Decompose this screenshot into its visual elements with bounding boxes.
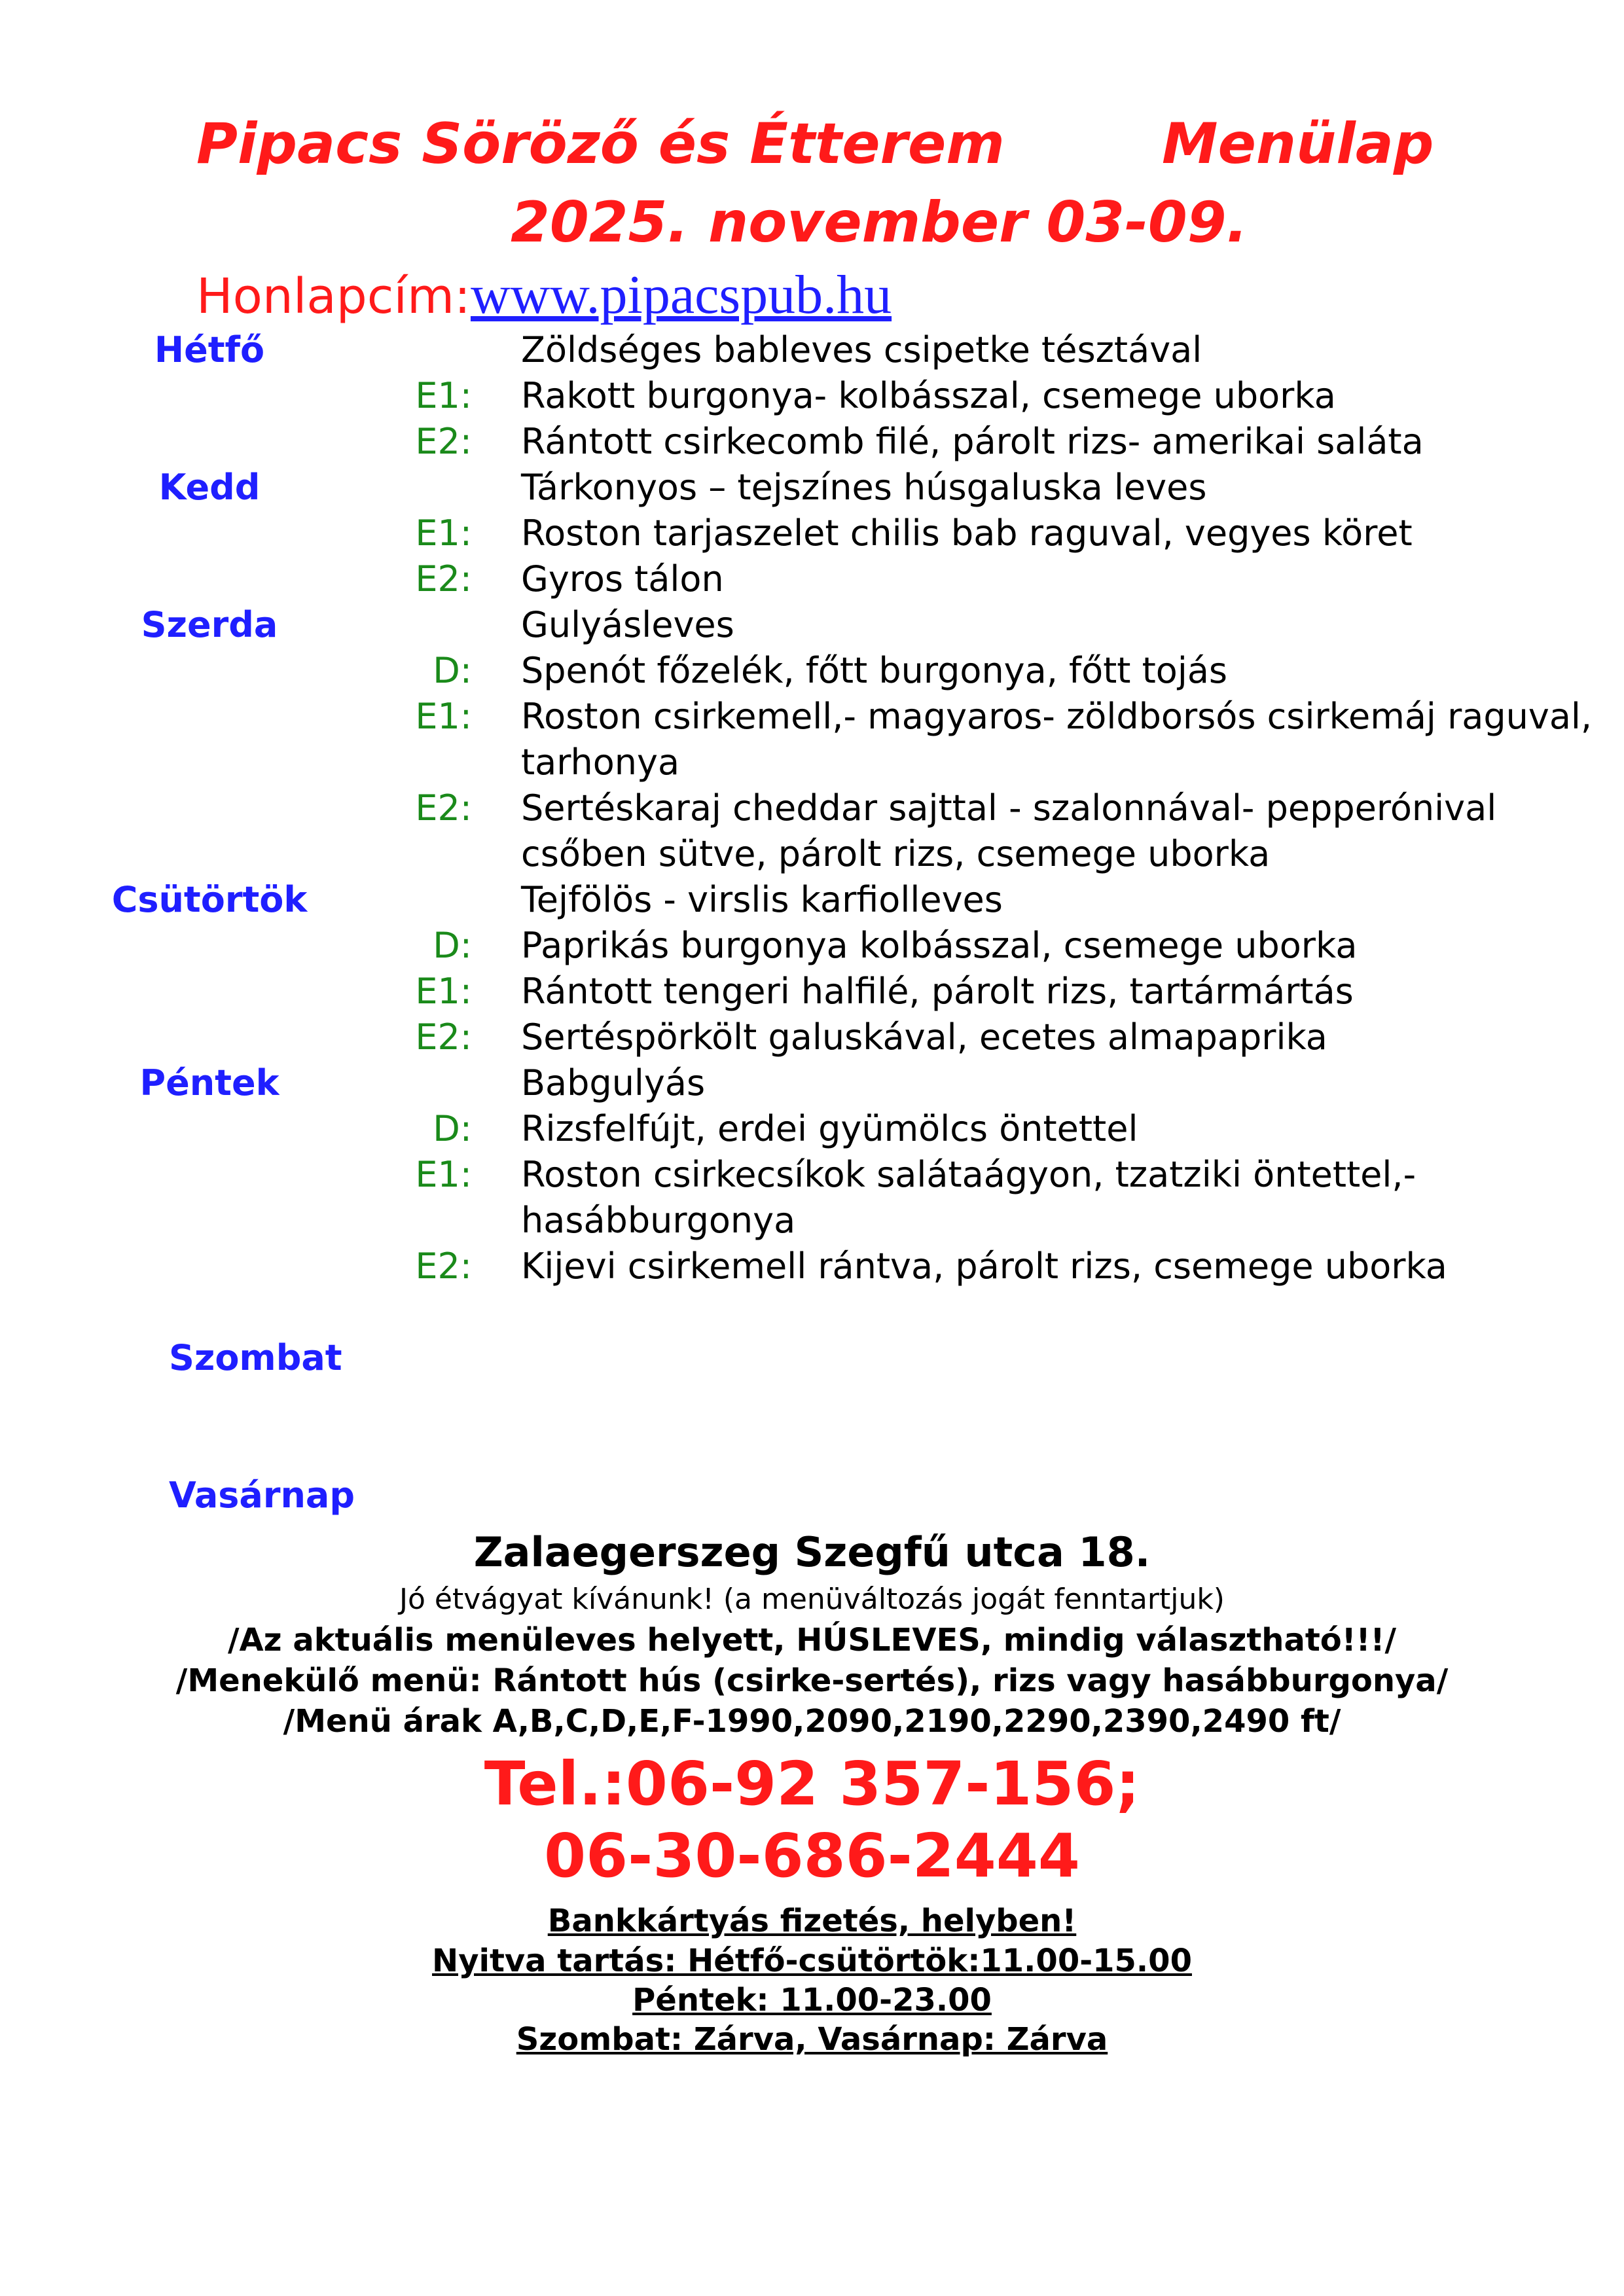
menu-row	[0, 1198, 1624, 1244]
website-label: Honlapcím:	[196, 268, 471, 325]
menu-code: E1:	[415, 696, 472, 737]
price-note: /Menü árak A,B,C,D,E,F-1990,2090,2190,2290,2390,2490 ft/	[283, 1703, 1341, 1740]
menu-row	[0, 877, 1624, 923]
dish-text: Gyros tálon	[521, 558, 724, 600]
menu-code: D:	[433, 1108, 472, 1149]
dish-text: Roston csirkecsíkok salátaágyon, tzatziki öntettel,-	[521, 1154, 1416, 1195]
menu-row	[0, 327, 1624, 373]
menu-label: Menülap	[1162, 111, 1434, 177]
day-label: Péntek	[139, 1062, 280, 1103]
menu-code: E2:	[415, 558, 472, 600]
menu-row-saturday	[0, 1335, 1624, 1381]
menu-row	[0, 556, 1624, 602]
restaurant-name: Pipacs Söröző és Étterem	[196, 111, 1005, 177]
day-label: Hétfő	[154, 329, 265, 370]
menu-row	[0, 511, 1624, 556]
day-label: Szerda	[141, 604, 278, 645]
dish-text: Rizsfelfújt, erdei gyümölcs öntettel	[521, 1108, 1138, 1149]
menu-code: E2:	[415, 787, 472, 829]
soup-note: /Az aktuális menüleves helyett, HÚSLEVES, mindig választható!!!/	[228, 1622, 1396, 1659]
menu-row	[0, 694, 1624, 740]
menu-row	[0, 785, 1624, 831]
dish-text: Rántott tengeri halfilé, párolt rizs, tartármártás	[521, 971, 1354, 1012]
day-label-saturday: Szombat	[169, 1337, 342, 1378]
menu-code: E2:	[415, 1016, 472, 1058]
dish-text: Roston tarjaszelet chilis bab raguval, vegyes köret	[521, 512, 1413, 554]
dish-text: Zöldséges bableves csipetke tésztával	[521, 329, 1202, 370]
dish-text: Babgulyás	[521, 1062, 706, 1103]
menu-code: E2:	[415, 1246, 472, 1287]
date-range: 2025. november 03-09.	[511, 190, 1248, 255]
dish-text: Sertéspörkölt galuskával, ecetes almapaprika	[521, 1016, 1327, 1058]
menu-code: E1:	[415, 971, 472, 1012]
menu-row	[0, 969, 1624, 1014]
dish-text: Tejfölös - virslis karfiolleves	[521, 879, 1003, 920]
menu-row	[0, 373, 1624, 419]
menu-code: D:	[433, 925, 472, 966]
wish-text: Jó étvágyat kívánunk! (a menüváltozás jogát fenntartjuk)	[399, 1583, 1225, 1616]
menu-row	[0, 1060, 1624, 1106]
menu-row	[0, 648, 1624, 694]
website-line	[196, 263, 892, 327]
dish-text: tarhonya	[521, 742, 680, 783]
phone-primary: Tel.:06-92 357-156;	[484, 1749, 1140, 1819]
menu-row	[0, 1152, 1624, 1198]
menu-row-sunday	[0, 1473, 1624, 1518]
menu-row	[0, 1106, 1624, 1152]
phone-secondary: 06-30-686-2444	[544, 1821, 1080, 1891]
menu-row	[0, 1244, 1624, 1289]
day-label: Csütörtök	[111, 879, 308, 920]
dish-text: Tárkonyos – tejszínes húsgaluska leves	[521, 467, 1207, 508]
dish-text: hasábburgonya	[521, 1200, 796, 1241]
day-label-sunday: Vasárnap	[169, 1475, 355, 1516]
dish-text: Rántott csirkecomb filé, párolt rizs- amerikai saláta	[521, 421, 1424, 462]
restaurant-title	[196, 111, 1434, 177]
menu-code: D:	[433, 650, 472, 691]
menu-code: E2:	[415, 421, 472, 462]
opening-hours-weekend: Szombat: Zárva, Vasárnap: Zárva	[516, 2021, 1108, 2058]
address: Zalaegerszeg Szegfű utca 18.	[473, 1528, 1151, 1576]
menu-row	[0, 465, 1624, 511]
menu-code: E1:	[415, 375, 472, 416]
menu-row	[0, 740, 1624, 785]
menu-row	[0, 831, 1624, 877]
menu-row	[0, 419, 1624, 465]
menu-code: E1:	[415, 512, 472, 554]
dish-text: Spenót főzelék, főtt burgonya, főtt tojás	[521, 650, 1228, 691]
dish-text: Gulyásleves	[521, 604, 734, 645]
dish-text: Sertéskaraj cheddar sajttal - szalonnával- pepperónival	[521, 787, 1497, 829]
card-payment-note: Bankkártyás fizetés, helyben!	[547, 1903, 1077, 1939]
dish-text: Paprikás burgonya kolbásszal, csemege uborka	[521, 925, 1358, 966]
menu-row	[0, 1014, 1624, 1060]
dish-text: Rakott burgonya- kolbásszal, csemege uborka	[521, 375, 1336, 416]
escape-menu-note: /Menekülő menü: Rántott hús (csirke-sertés), rizs vagy hasábburgonya/	[175, 1662, 1449, 1699]
dish-text: Kijevi csirkemell rántva, párolt rizs, csemege uborka	[521, 1246, 1447, 1287]
menu-row	[0, 923, 1624, 969]
dish-text: Roston csirkemell,- magyaros- zöldborsós csirkemáj raguval,	[521, 696, 1593, 737]
opening-hours-friday: Péntek: 11.00-23.00	[632, 1982, 992, 2018]
website-link[interactable]: www.pipacspub.hu	[470, 264, 892, 325]
dish-text: csőben sütve, párolt rizs, csemege uborka	[521, 833, 1271, 874]
menu-row	[0, 602, 1624, 648]
opening-hours-weekdays: Nyitva tartás: Hétfő-csütörtök:11.00-15.00	[432, 1943, 1192, 1979]
menu-code: E1:	[415, 1154, 472, 1195]
day-label: Kedd	[158, 467, 261, 508]
